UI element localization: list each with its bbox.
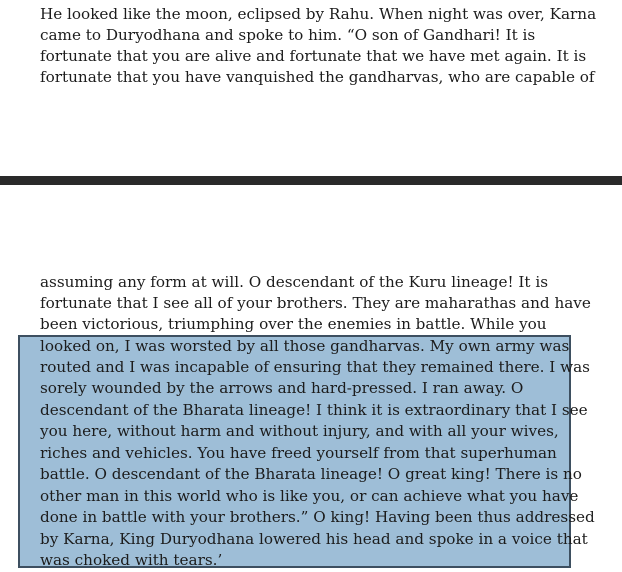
text-line: done in battle with your brothers.” O king! Having been thus addressed — [40, 508, 595, 526]
top-page — [0, 0, 622, 176]
text-line: battle. O descendant of the Bharata lineage! O great king! There is no — [40, 465, 582, 483]
text-line: came to Duryodhana and spoke to him. “O son of Gandhari! It is — [40, 26, 536, 44]
text-line: fortunate that I see all of your brothers. They are maharathas and have — [40, 294, 591, 312]
page-divider — [0, 176, 622, 185]
text-line: fortunate that you are alive and fortunate that we have met again. It is — [40, 47, 587, 65]
text-line: assuming any form at will. O descendant of the Kuru lineage! It is — [40, 273, 548, 291]
text-line: other man in this world who is like you, or can achieve what you have — [40, 487, 579, 505]
text-line: riches and vehicles. You have freed yourself from that superhuman — [40, 444, 557, 462]
text-line: fortunate that you have vanquished the gandharvas, who are capable of — [40, 68, 595, 86]
text-line: by Karna, King Duryodhana lowered his head and spoke in a voice that — [40, 530, 588, 548]
text-line: sorely wounded by the arrows and hard-pressed. I ran away. O — [40, 379, 524, 397]
text-line: looked on, I was worsted by all those gandharvas. My own army was — [40, 337, 570, 355]
text-line: He looked like the moon, eclipsed by Rahu. When night was over, Karna — [40, 5, 597, 23]
text-line: routed and I was incapable of ensuring that they remained there. I was — [40, 358, 590, 376]
text-line: was choked with tears.’ — [40, 551, 223, 569]
text-line: descendant of the Bharata lineage! I think it is extraordinary that I see — [40, 401, 588, 419]
text-line: been victorious, triumphing over the enemies in battle. While you — [40, 315, 547, 333]
text-line: you here, without harm and without injury, and with all your wives, — [40, 422, 559, 440]
